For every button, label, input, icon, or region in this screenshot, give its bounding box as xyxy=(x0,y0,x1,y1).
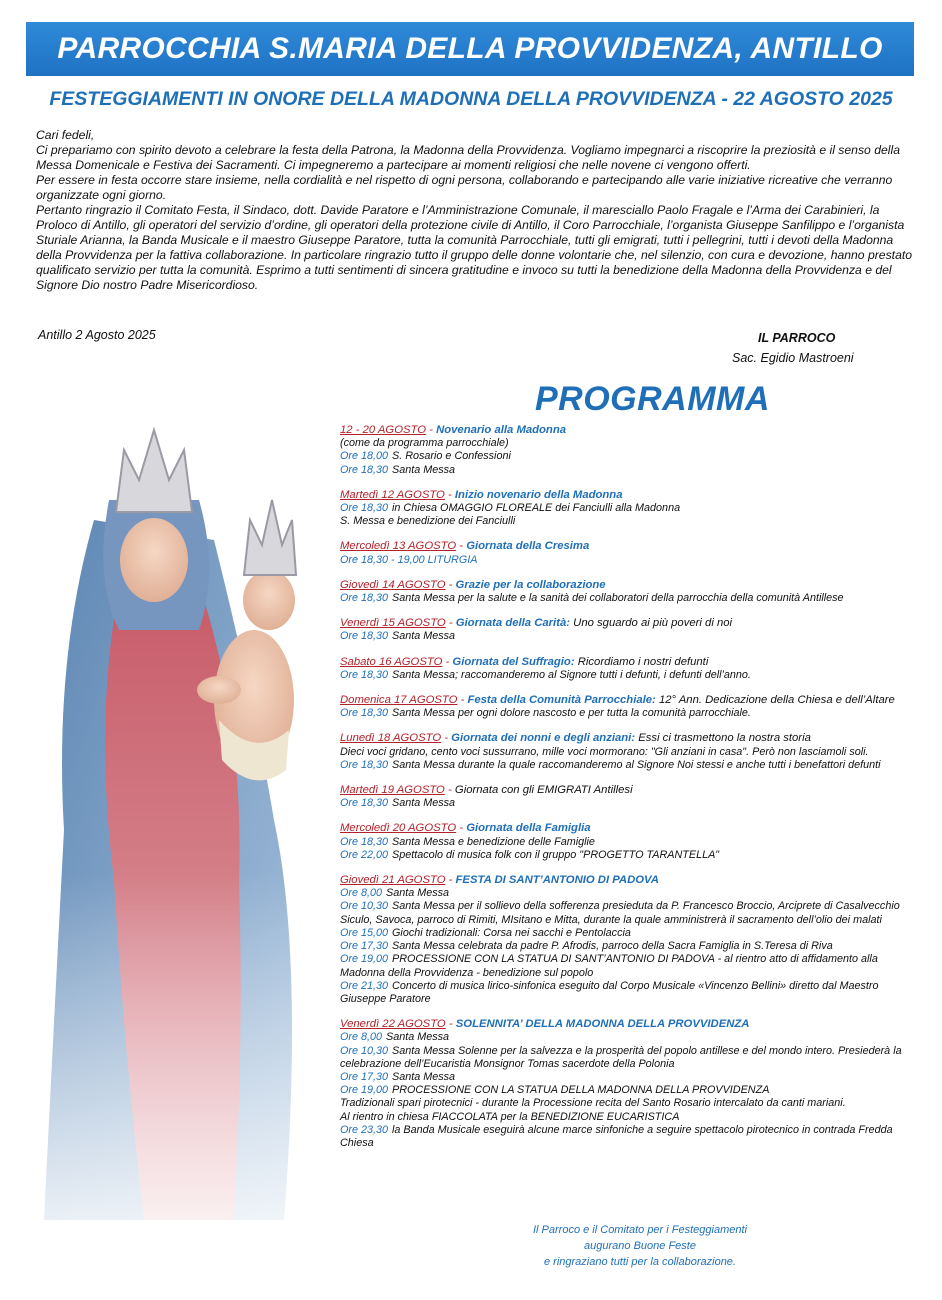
schedule-time: Ore 18,30 xyxy=(340,797,389,810)
closing-line: augurano Buone Feste xyxy=(584,1240,696,1252)
event-description: Giornata con gli EMIGRATI Antillesi xyxy=(454,784,633,797)
event-header xyxy=(340,540,925,553)
festival-subtitle: FESTEGGIAMENTI IN ONORE DELLA MADONNA DELLA PROVVIDENZA - 22 AGOSTO 2025 xyxy=(49,88,893,110)
event-header xyxy=(340,489,925,502)
event-header xyxy=(340,424,925,437)
pastoral-letter xyxy=(36,128,912,293)
event-separator: - xyxy=(445,578,456,591)
schedule-text: S. Rosario e Confessioni xyxy=(392,450,511,463)
schedule-time: Ore 18,30 xyxy=(340,707,389,720)
schedule-text: Santa Messa xyxy=(386,1031,450,1044)
schedule-text: Santa Messa xyxy=(392,630,456,643)
event-title: Giornata del Suffragio: xyxy=(452,655,575,668)
schedule-line xyxy=(340,592,925,605)
schedule-time: Ore 22,00 xyxy=(340,848,389,861)
schedule-text: Concerto di musica lirico-sinfonica eseguito dal Corpo Musicale «Vincenzo Bellini» diretto dal Maestro Giuseppe Paratore xyxy=(340,979,879,1005)
event-title: Giornata della Carità: xyxy=(455,617,571,630)
schedule-line xyxy=(340,1031,925,1044)
schedule-text: Santa Messa e benedizione delle Famiglie xyxy=(392,835,595,848)
schedule-line xyxy=(340,1097,925,1110)
schedule-line xyxy=(340,746,925,759)
schedule-text: Santa Messa xyxy=(392,1070,456,1083)
event-date: Mercoledì 20 AGOSTO xyxy=(340,822,457,835)
event-description: 12° Ann. Dedicazione della Chiesa e dell’Altare xyxy=(658,694,895,707)
program-list xyxy=(340,424,925,1162)
madonna-statue-image xyxy=(24,400,324,1260)
letter-paragraph: Per essere in festa occorre stare insieme, nella cordialità e nel rispetto di ogni persona, collaborando e partecipando alle varie iniziative ricreative che verranno organizzate ogni giorno. xyxy=(36,173,893,202)
event-header xyxy=(340,579,925,592)
schedule-line xyxy=(340,630,925,643)
schedule-text: Spettacolo di musica folk con il gruppo "PROGETTO TARANTELLA" xyxy=(392,848,720,861)
schedule-text: Santa Messa xyxy=(386,887,450,900)
schedule-line xyxy=(340,1071,925,1084)
program-event xyxy=(340,874,925,1006)
schedule-time: Ore 17,30 xyxy=(340,940,389,953)
event-date: Lunedì 18 AGOSTO xyxy=(340,732,442,745)
schedule-line xyxy=(340,900,925,926)
schedule-time: Ore 18,30 xyxy=(340,502,389,515)
schedule-line xyxy=(340,887,925,900)
signature-block xyxy=(732,328,854,368)
event-separator: - xyxy=(444,784,455,797)
header-banner xyxy=(26,22,914,76)
program-event xyxy=(340,424,925,477)
event-separator: - xyxy=(456,822,467,835)
signature-name: Sac. Egidio Mastroeni xyxy=(732,351,854,365)
closing-line: Il Parroco e il Comitato per i Festeggiamenti xyxy=(533,1224,747,1236)
schedule-line xyxy=(340,1124,925,1150)
letter-greeting: Cari fedeli, xyxy=(36,128,95,142)
event-header xyxy=(340,617,925,630)
event-date: Giovedì 21 AGOSTO xyxy=(340,874,446,887)
schedule-text: Santa Messa per il sollievo della sofferenza presieduta da P. Francesco Broccio, Arciprete di Casalvecchio Siculo, Savoca, parroco di Rimiti, MIsitano e Mitta, durante la quale amministrerà il sacramento dell’olio dei malati xyxy=(340,900,900,926)
signature-role: IL PARROCO xyxy=(758,331,836,345)
schedule-time: Ore 19,00 xyxy=(340,1084,389,1097)
schedule-line xyxy=(340,669,925,682)
schedule-line xyxy=(340,836,925,849)
letter-paragraph: Ci prepariamo con spirito devoto a celebrare la festa della Patrona, la Madonna della Provvidenza. Vogliamo impegnarci a riscoprire la preziosità e il senso della Messa Domenicale e Festiva dei Sacramenti. Ci impegneremo a partecipare ai momenti religiosi che nelle novene ci vengono offerti. xyxy=(36,143,900,172)
schedule-text: (come da programma parrocchiale) xyxy=(340,437,509,450)
schedule-time: Ore 21,30 xyxy=(340,979,389,992)
event-separator: - xyxy=(445,874,456,887)
program-event xyxy=(340,694,925,720)
schedule-text: Tradizionali spari pirotecnici - durante la Processione recita del Santo Rosario intercalato da canti mariani. xyxy=(340,1097,846,1110)
schedule-line xyxy=(340,450,925,463)
event-separator: - xyxy=(441,732,452,745)
event-header xyxy=(340,694,925,707)
event-date: Mercoledì 13 AGOSTO xyxy=(340,540,457,553)
program-event xyxy=(340,822,925,862)
schedule-text: Dieci voci gridano, cento voci sussurrano, mille voci mormorano: "Gli anziani in casa". Però non lasciamoli soli. xyxy=(340,745,869,758)
letter-paragraph: Pertanto ringrazio il Comitato Festa, il Sindaco, dott. Davide Paratore e l’Amministrazione Comunale, il maresciallo Paolo Fragale e l’Arma dei Carabinieri, la Proloco di Antillo, gli operatori del servizio d’ordine, gli operatori della protezione civile di Antillo, il Coro Parrocchiale, l’organista Giuseppe Sanfilippo e l’organista Sturiale Arianna, la Banda Musicale e il maestro Giuseppe Paratore, tutta la comunità Parrocchiale, tutti gli emigrati, tutti i pellegrini, tutti i devoti della Madonna della Provvidenza per la fattiva collaborazione. In particolare ringrazio tutto il gruppo delle donne volontarie che, nel silenzio, con cura e devozione, hanno prestato qualificato servizio per tutta la comunità. Esprimo a tutti sentimenti di sincera gratitudine e invoco su tutti la benedizione della Madonna della Provvidenza e del Signore Dio nostro Padre Misericordioso. xyxy=(36,203,913,292)
schedule-time: Ore 18,00 xyxy=(340,450,389,463)
schedule-line xyxy=(340,849,925,862)
schedule-line xyxy=(340,464,925,477)
schedule-line xyxy=(340,1084,925,1097)
program-event xyxy=(340,1018,925,1150)
event-title: FESTA DI SANT’ANTONIO DI PADOVA xyxy=(455,874,659,887)
program-event xyxy=(340,732,925,772)
event-date: Martedì 19 AGOSTO xyxy=(340,784,445,797)
schedule-time: Ore 18,30 xyxy=(340,758,389,771)
parish-title: PARROCCHIA S.MARIA DELLA PROVVIDENZA, ANTILLO xyxy=(57,32,883,65)
event-title: Giornata della Famiglia xyxy=(466,822,591,835)
event-separator: - xyxy=(426,424,437,436)
schedule-time: Ore 18,30 xyxy=(340,463,389,476)
program-title: PROGRAMMA xyxy=(535,380,770,418)
schedule-time: Ore 10,30 xyxy=(340,1044,389,1057)
event-description: Ricordiamo i nostri defunti xyxy=(577,655,709,668)
event-separator: - xyxy=(457,694,468,707)
schedule-time: Ore 23,30 xyxy=(340,1123,389,1136)
event-separator: - xyxy=(444,488,455,501)
event-title: Inizio novenario della Madonna xyxy=(454,488,623,501)
schedule-line xyxy=(340,1111,925,1124)
schedule-text: Giochi tradizionali: Corsa nei sacchi e Pentolaccia xyxy=(392,926,631,939)
schedule-time: Ore 18,30 xyxy=(340,630,389,643)
event-title: Novenario alla Madonna xyxy=(436,424,567,436)
schedule-text: Al rientro in chiesa FIACCOLATA per la BENEDIZIONE EUCARISTICA xyxy=(340,1110,680,1123)
event-title: Grazie per la collaborazione xyxy=(455,578,606,591)
event-separator: - xyxy=(442,655,453,668)
event-date: Venerdì 15 AGOSTO xyxy=(340,617,446,630)
event-date: Venerdì 22 AGOSTO xyxy=(340,1018,446,1031)
schedule-line xyxy=(340,437,925,450)
schedule-text: Santa Messa per la salute e la sanità dei collaboratori della parrocchia della comunità Antillese xyxy=(392,592,844,605)
schedule-time: Ore 8,00 xyxy=(340,887,383,900)
event-date: 12 - 20 AGOSTO xyxy=(340,424,427,436)
schedule-line xyxy=(340,940,925,953)
schedule-time: Ore 10,30 xyxy=(340,900,389,913)
event-title: Festa della Comunità Parrocchiale: xyxy=(467,694,656,707)
schedule-time: Ore 18,30 - 19,00 LITURGIA xyxy=(340,553,478,566)
event-description: Uno sguardo ai più poveri di noi xyxy=(573,617,733,630)
event-date: Giovedì 14 AGOSTO xyxy=(340,578,446,591)
event-title: Giornata della Cresima xyxy=(466,540,590,553)
event-date: Sabato 16 AGOSTO xyxy=(340,655,443,668)
event-header xyxy=(340,1018,925,1031)
schedule-line xyxy=(340,927,925,940)
schedule-line xyxy=(340,1045,925,1071)
schedule-text: PROCESSIONE CON LA STATUA DELLA MADONNA DELLA PROVVIDENZA xyxy=(392,1084,770,1097)
schedule-time: Ore 19,00 xyxy=(340,953,389,966)
program-event xyxy=(340,489,925,529)
schedule-text: PROCESSIONE CON LA STATUA DI SANT’ANTONIO DI PADOVA - al rientro atto di affidamento alla Madonna della Provvidenza - benedizione sul popolo xyxy=(340,953,878,979)
schedule-text: Santa Messa Solenne per la salvezza e la prosperità del popolo antillese e del mondo intero. Presiederà la celebrazione dell’Eucaristia Monsignor Tomas sacerdote della Polonia xyxy=(340,1044,902,1070)
event-title: Giornata dei nonni e degli anziani: xyxy=(451,732,636,745)
event-separator: - xyxy=(456,540,467,553)
schedule-text: S. Messa e benedizione dei Fanciulli xyxy=(340,515,516,528)
schedule-line xyxy=(340,797,925,810)
schedule-line xyxy=(340,980,925,1006)
event-separator: - xyxy=(445,1018,456,1031)
schedule-line xyxy=(340,707,925,720)
schedule-text: Santa Messa xyxy=(392,463,456,476)
event-date: Martedì 12 AGOSTO xyxy=(340,488,445,501)
closing-message xyxy=(500,1222,780,1270)
schedule-time: Ore 8,00 xyxy=(340,1031,383,1044)
event-separator: - xyxy=(445,617,456,630)
event-header xyxy=(340,732,925,745)
schedule-text: la Banda Musicale eseguirà alcune marce sinfoniche a seguire spettacolo pirotecnico in contrada Fredda Chiesa xyxy=(340,1123,893,1149)
event-header xyxy=(340,874,925,887)
schedule-text: in Chiesa OMAGGIO FLOREALE dei Fanciulli alla Madonna xyxy=(392,502,681,515)
program-event xyxy=(340,617,925,643)
schedule-time: Ore 18,30 xyxy=(340,592,389,605)
schedule-text: Santa Messa celebrata da padre P. Afrodis, parroco della Sacra Famiglia in S.Teresa di Riva xyxy=(392,940,833,953)
event-header xyxy=(340,656,925,669)
program-event xyxy=(340,579,925,605)
schedule-text: Santa Messa; raccomanderemo al Signore tutti i defunti, i defunti dell’anno. xyxy=(392,668,751,681)
schedule-line xyxy=(340,953,925,979)
event-header xyxy=(340,822,925,835)
program-event xyxy=(340,784,925,810)
event-header xyxy=(340,784,925,797)
schedule-time: Ore 18,30 xyxy=(340,668,389,681)
schedule-time: Ore 18,30 xyxy=(340,835,389,848)
schedule-text: Santa Messa durante la quale raccomanderemo al Signore Noi stessi e anche tutti i benefattori defunti xyxy=(392,758,881,771)
schedule-time: Ore 17,30 xyxy=(340,1070,389,1083)
schedule-text: Santa Messa xyxy=(392,797,456,810)
schedule-line xyxy=(340,502,925,515)
schedule-time: Ore 15,00 xyxy=(340,926,389,939)
event-title: SOLENNITA’ DELLA MADONNA DELLA PROVVIDENZA xyxy=(455,1018,750,1031)
event-description: Essi ci trasmettono la nostra storia xyxy=(638,732,811,745)
schedule-line xyxy=(340,759,925,772)
place-date: Antillo 2 Agosto 2025 xyxy=(38,328,156,342)
schedule-text: Santa Messa per ogni dolore nascosto e per tutta la comunità parrocchiale. xyxy=(392,707,751,720)
event-date: Domenica 17 AGOSTO xyxy=(340,694,458,707)
program-event xyxy=(340,540,925,566)
program-event xyxy=(340,656,925,682)
schedule-line xyxy=(340,515,925,528)
closing-line: e ringraziano tutti per la collaborazione. xyxy=(543,1256,736,1268)
schedule-line xyxy=(340,554,925,567)
